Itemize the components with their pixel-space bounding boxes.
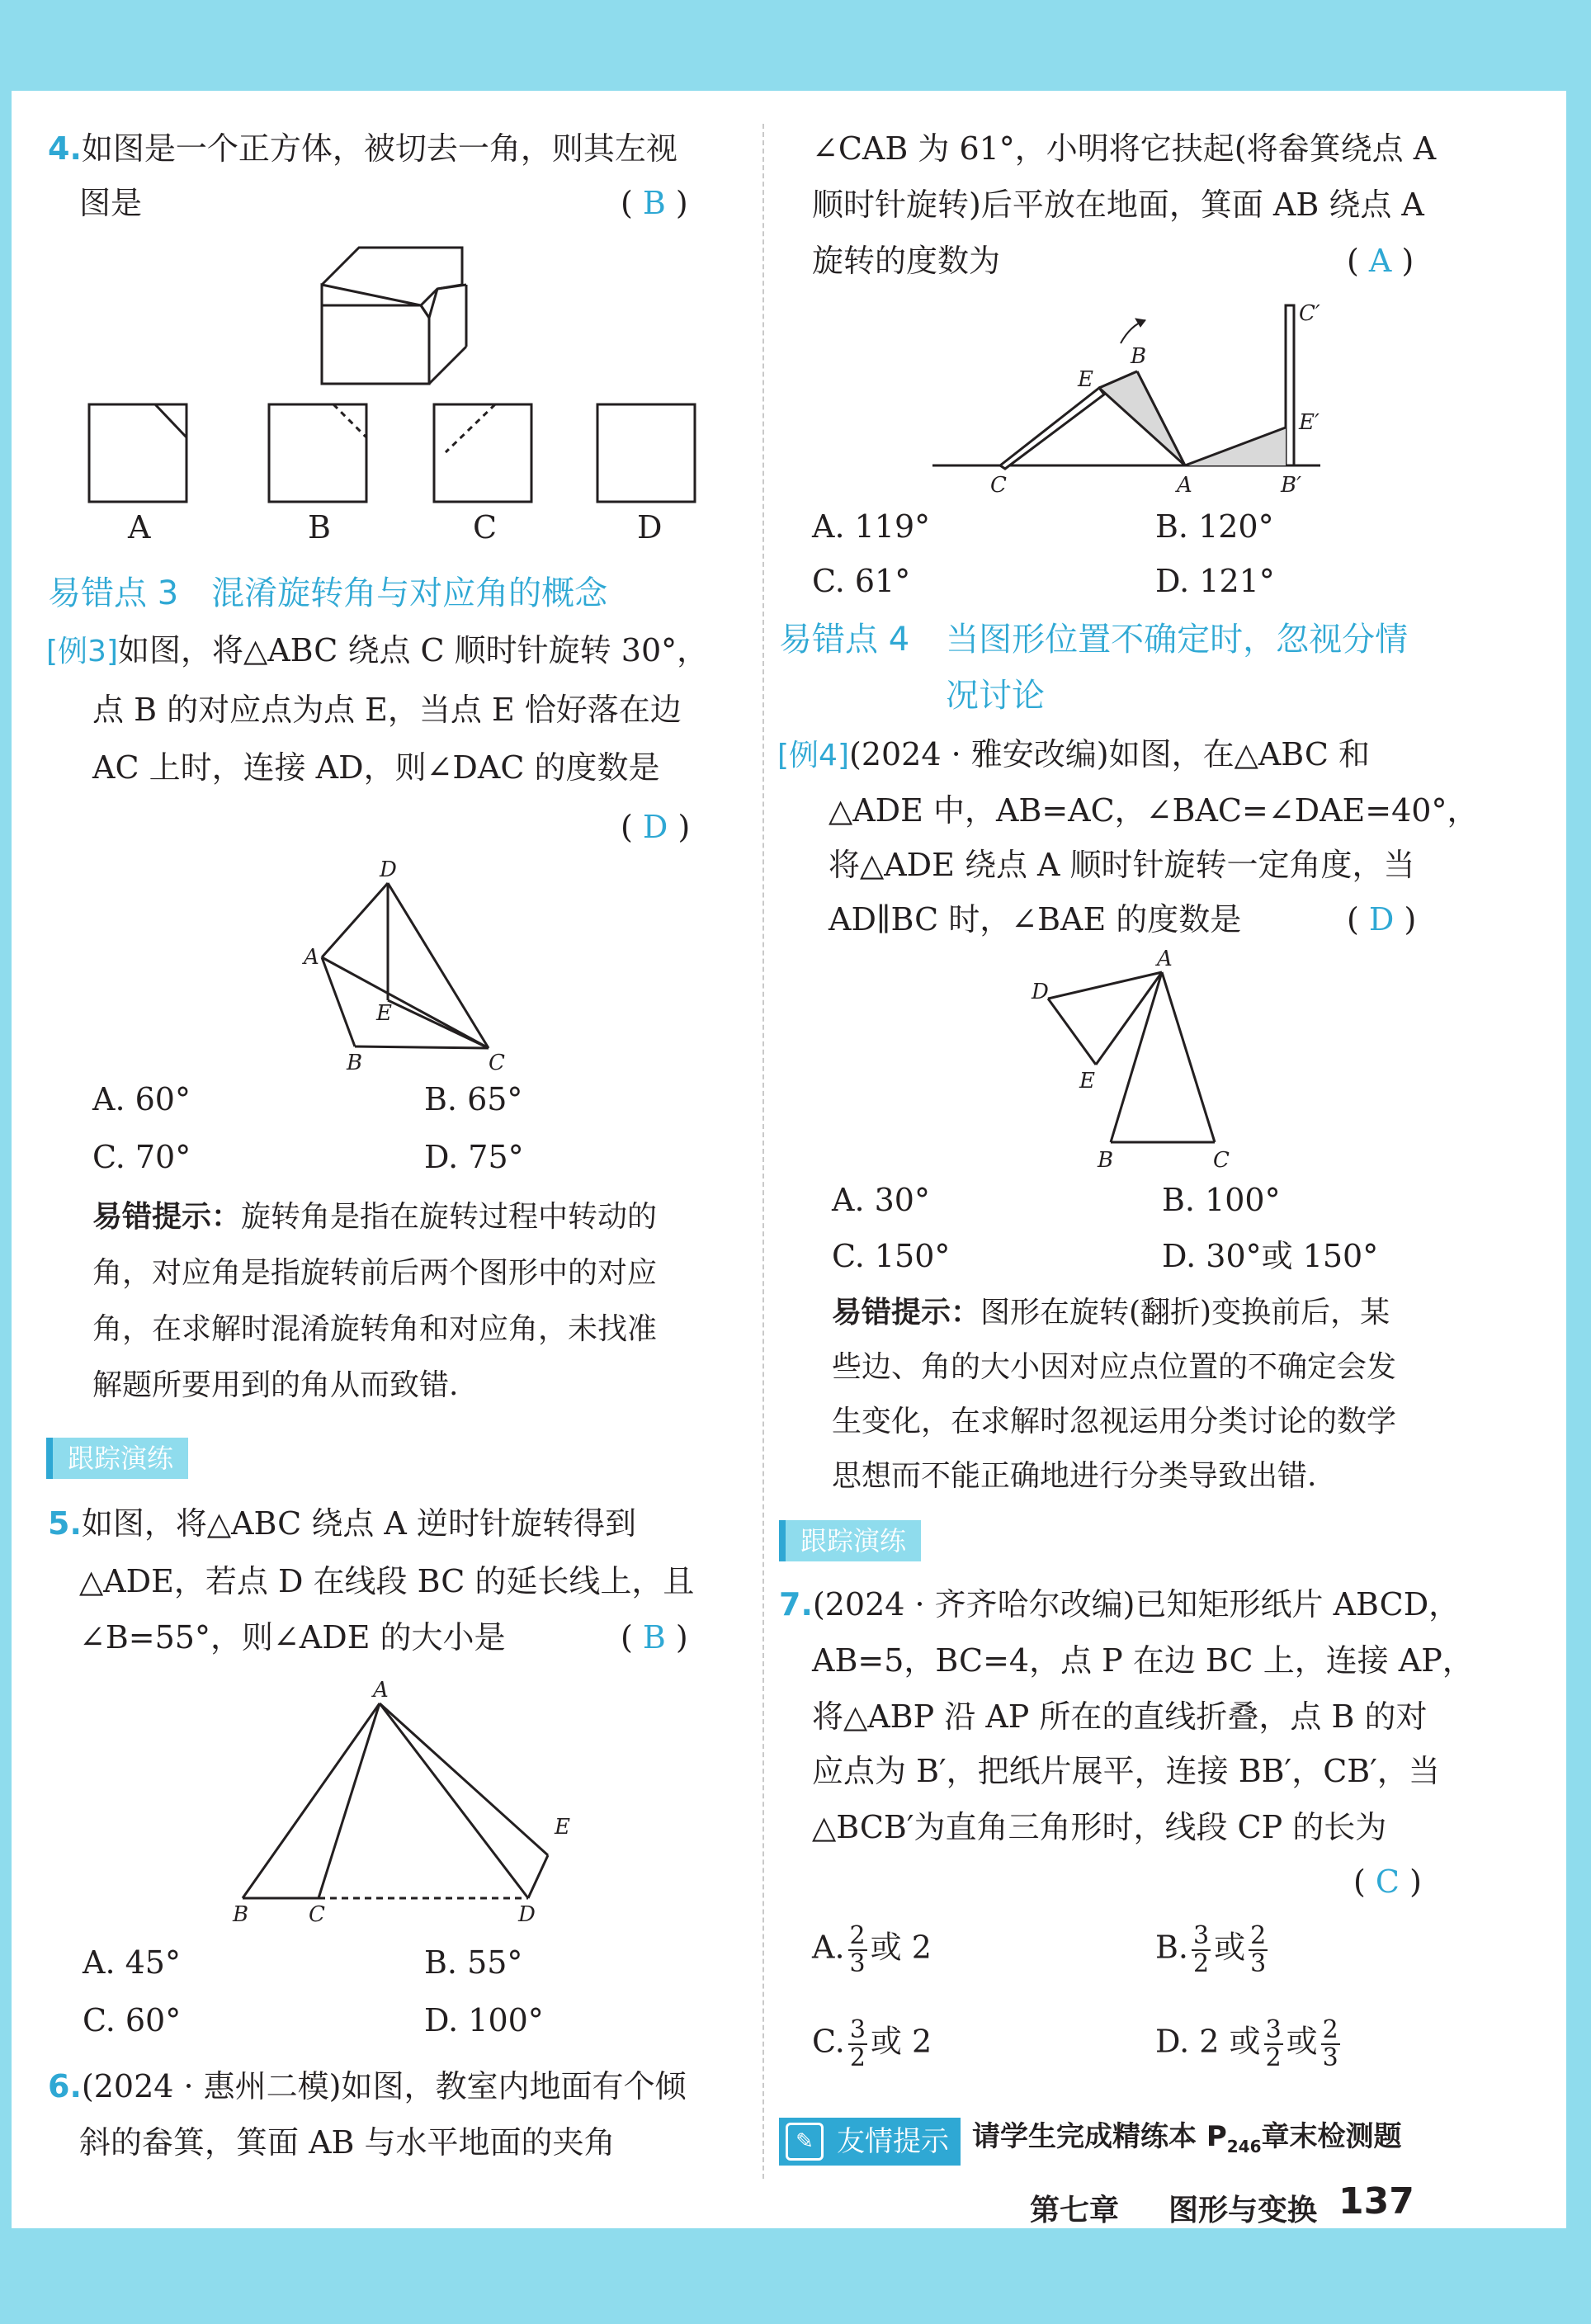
tip3-line4: 解题所要用到的角从而致错. <box>92 1368 459 1402</box>
q4-option-d-square <box>597 404 695 502</box>
err4-label: 易错点 4 <box>779 621 910 659</box>
q6-option-c: C. 61° <box>812 563 911 599</box>
tip3-line2: 角，对应角是指旋转前后两个图形中的对应 <box>92 1256 658 1290</box>
q5-label-b: B <box>233 1902 249 1927</box>
q6-option-a: A. 119° <box>812 508 931 545</box>
q6-label-b: B <box>1131 344 1147 369</box>
q5-label-d: D <box>518 1902 536 1927</box>
tip4-line2: 些边、角的大小因对应点位置的不确定会发 <box>832 1350 1397 1384</box>
q7-option-b-or: 或 <box>1214 1929 1246 1966</box>
tip3-label: 易错提示： <box>92 1200 242 1234</box>
page-frame-bottom <box>0 2228 1591 2324</box>
ex4-label-e: E <box>1079 1069 1095 1094</box>
friendly-note-text-pre: 请学生完成精练本 P <box>972 2120 1227 2153</box>
tip3-text1: 旋转角是指在旋转过程中转动的 <box>241 1200 658 1234</box>
ex3-label-a: A <box>304 945 319 970</box>
q4-line2: 图是 <box>79 185 143 221</box>
q6-option-d: D. 121° <box>1155 563 1275 599</box>
column-divider <box>762 124 764 2179</box>
err4-heading <box>779 619 1408 660</box>
ex3-line2: 点 B 的对应点为点 E，当点 E 恰好落在边 <box>92 692 682 728</box>
q4-option-a-square <box>89 404 186 502</box>
ex4-text1: (2024 · 雅安改编)如图，在△ABC 和 <box>849 736 1371 772</box>
q6-number: 6. <box>48 2068 82 2104</box>
ex4-line3: 将△ADE 绕点 A 顺时针旋转一定角度，当 <box>829 847 1415 883</box>
q6-option-b: B. 120° <box>1155 508 1274 545</box>
ex3-option-a: A. 60° <box>92 1081 191 1117</box>
q6-label-e2: E′ <box>1299 410 1320 435</box>
ex3-label-c: C <box>489 1051 505 1073</box>
q7-number: 7. <box>779 1586 813 1623</box>
q7-option-c <box>812 2017 932 2071</box>
page-frame-left <box>0 0 12 2324</box>
q7-option-d-frac1 <box>1264 2017 1283 2071</box>
q7-option-c-rest: 或 2 <box>870 2023 932 2060</box>
page-frame-right <box>1566 0 1591 2324</box>
tip4-line4: 思想而不能正确地进行分类导致出错. <box>832 1459 1317 1493</box>
q6-label-a: A <box>1177 473 1192 498</box>
tip3-line3: 角，在求解时混淆旋转角和对应角，未找准 <box>92 1312 658 1346</box>
q7-option-a-letter: A. <box>812 1929 845 1966</box>
ex4-figure <box>1023 949 1271 1172</box>
q4-line1 <box>48 129 677 168</box>
q7-option-a-rest: 或 2 <box>870 1929 932 1966</box>
q7-line4: 应点为 B′，把纸片展平，连接 BB′，CB′，当 <box>812 1753 1440 1789</box>
ex3-label-b: B <box>347 1051 363 1073</box>
q5-line1 <box>48 1504 636 1543</box>
ex4-line4: AD∥BC 时，∠BAE 的度数是 <box>829 901 1242 938</box>
ex3-tag: [例3] <box>46 635 118 668</box>
q5-option-c: C. 60° <box>83 2002 182 2038</box>
q7-line1 <box>779 1585 1460 1624</box>
q4-opt-b: B <box>308 509 331 546</box>
q7-option-b-frac1 <box>1192 1923 1211 1977</box>
q7-line5: △BCB′为直角三角形时，线段 CP 的长为 <box>812 1809 1387 1845</box>
q4-text1: 如图是一个正方体，被切去一角，则其左视 <box>81 130 677 167</box>
ex3-line3: AC 上时，连接 AD，则∠DAC 的度数是 <box>92 749 660 786</box>
q5-option-d: D. 100° <box>424 2002 544 2038</box>
q7-option-b-num2: 2 <box>1250 1921 1267 1950</box>
q7-option-d-num1: 3 <box>1265 2015 1282 2044</box>
q6-line5: 旋转的度数为 <box>812 243 1001 279</box>
q5-figure <box>215 1680 594 1928</box>
friendly-note-label: 友情提示 <box>837 2124 949 2158</box>
ex3-figure <box>297 858 528 1073</box>
q4-opt-c: C <box>473 509 498 546</box>
tip3-line1 <box>92 1190 657 1245</box>
q7-option-b-den2: 3 <box>1250 1949 1267 1978</box>
q7-option-b <box>1155 1923 1271 1977</box>
q7-option-b-letter: B. <box>1155 1929 1189 1966</box>
q7-option-d <box>1155 2017 1343 2071</box>
q7-option-b-den1: 2 <box>1193 1949 1210 1978</box>
ex3-label-e: E <box>376 1001 392 1026</box>
q4-answer: B <box>642 185 666 221</box>
q7-option-a-frac <box>848 1923 867 1977</box>
err3-label: 易错点 3 <box>48 574 179 612</box>
ex4-tag: [例4] <box>777 739 849 772</box>
friendly-note-text-post: 章末检测题 <box>1261 2120 1402 2153</box>
q6-label-b2: B′ <box>1281 473 1302 498</box>
q6-answer-slot: ( A ) <box>1347 243 1414 279</box>
q6-label-e: E <box>1078 367 1093 392</box>
ex4-answer: D <box>1368 901 1395 938</box>
tip4-line1 <box>832 1286 1390 1340</box>
friendly-note-text <box>972 2113 1402 2170</box>
q6-figure <box>924 297 1337 503</box>
q5-option-b: B. 55° <box>424 1944 523 1981</box>
q4-option-c-square <box>434 404 531 502</box>
ex3-line1 <box>46 631 708 672</box>
q4-option-b-square <box>269 404 366 502</box>
q7-option-c-den: 2 <box>849 2043 866 2072</box>
q7-option-d-or: 或 <box>1286 2023 1318 2060</box>
tip4-label: 易错提示： <box>832 1296 981 1330</box>
ex3-option-c: C. 70° <box>92 1139 191 1175</box>
q7-option-a-num: 2 <box>849 1921 866 1950</box>
page-number: 137 <box>1338 2180 1414 2222</box>
friendly-note <box>779 2113 1402 2170</box>
ex4-option-c: C. 150° <box>832 1238 951 1274</box>
q7-text1: (2024 · 齐齐哈尔改编)已知矩形纸片 ABCD， <box>812 1586 1461 1623</box>
ex4-label-c: C <box>1213 1148 1230 1172</box>
ex3-label-d: D <box>380 858 397 882</box>
q7-line3: 将△ABP 沿 AP 所在的直线折叠，点 B 的对 <box>812 1698 1428 1735</box>
q4-number: 4. <box>48 130 82 167</box>
q7-option-c-num: 3 <box>849 2015 866 2044</box>
page-frame-top <box>0 0 1591 91</box>
err3-title: 混淆旋转角与对应角的概念 <box>211 574 608 612</box>
q6-line3: ∠CAB 为 61°，小明将它扶起(将畚箕绕点 A <box>812 130 1437 167</box>
q5-number: 5. <box>48 1505 82 1542</box>
ex4-option-b: B. 100° <box>1162 1182 1281 1218</box>
footer-chapter: 第七章 <box>1030 2194 1120 2227</box>
friendly-note-badge <box>779 2118 961 2166</box>
ex4-answer-slot: ( D ) <box>1347 901 1417 938</box>
q6-label-c2: C′ <box>1299 301 1320 326</box>
err4-title2: 况讨论 <box>946 677 1045 715</box>
q6-line2: 斜的畚箕，箕面 AB 与水平地面的夹角 <box>79 2124 616 2161</box>
ex4-line1 <box>777 735 1370 776</box>
q5-label-a: A <box>373 1680 389 1703</box>
q7-option-d-num2: 2 <box>1322 2015 1338 2044</box>
ex4-label-d: D <box>1032 980 1049 1004</box>
q7-option-a <box>812 1923 932 1977</box>
q7-option-c-letter: C. <box>812 2023 845 2060</box>
q7-option-b-frac2 <box>1249 1923 1268 1977</box>
q7-answer: C <box>1375 1863 1400 1900</box>
err3-heading <box>48 573 607 614</box>
ex3-text1: 如图，将△ABC 绕点 C 顺时针旋转 30°， <box>118 632 709 668</box>
q5-answer-slot: ( B ) <box>621 1619 688 1656</box>
ex4-option-a: A. 30° <box>832 1182 930 1218</box>
q5-line3: ∠B=55°，则∠ADE 的大小是 <box>79 1619 506 1656</box>
q7-option-d-den2: 3 <box>1322 2043 1338 2072</box>
q5-answer: B <box>642 1619 666 1656</box>
q7-option-b-num1: 3 <box>1193 1921 1210 1950</box>
q7-option-a-den: 3 <box>849 1949 866 1978</box>
q5-line2: △ADE，若点 D 在线段 BC 的延长线上，且 <box>79 1563 695 1599</box>
track-practice-1: 跟踪演练 <box>46 1438 188 1479</box>
ex4-label-b: B <box>1098 1148 1114 1172</box>
q5-label-e: E <box>555 1815 570 1840</box>
ex3-answer: D <box>642 809 668 845</box>
tip4-text1: 图形在旋转(翻折)变换前后，某 <box>980 1296 1390 1330</box>
q7-option-c-frac <box>848 2017 867 2071</box>
ex4-option-d: D. 30°或 150° <box>1162 1238 1379 1274</box>
ex4-line2: △ADE 中，AB=AC，∠BAC=∠DAE=40°， <box>829 792 1479 829</box>
q6-text1: (2024 · 惠州二模)如图，教室内地面有个倾 <box>81 2068 687 2104</box>
q5-label-c: C <box>309 1902 325 1927</box>
footer-title: 图形与变换 <box>1168 2194 1318 2227</box>
friendly-note-page-sub: 246 <box>1226 2136 1262 2156</box>
q5-text1: 如图，将△ABC 绕点 A 逆时针旋转得到 <box>81 1505 636 1542</box>
q4-cube <box>322 248 466 384</box>
q4-figure <box>50 239 726 553</box>
q6-line1 <box>48 2067 687 2106</box>
q7-line2: AB=5，BC=4，点 P 在边 BC 上，连接 AP， <box>812 1642 1474 1679</box>
ex4-label-a: A <box>1157 949 1173 971</box>
q7-answer-slot: ( C ) <box>1353 1863 1422 1900</box>
pencil-note-icon: ✎ <box>786 2123 824 2161</box>
q7-option-d-pre: 2 或 <box>1199 2023 1261 2060</box>
q4-opt-d: D <box>637 509 663 546</box>
q4-answer-slot: ( B ) <box>621 185 688 221</box>
q4-opt-a: A <box>128 509 151 546</box>
ex3-option-d: D. 75° <box>424 1139 524 1175</box>
q6-line4: 顺时针旋转)后平放在地面，箕面 AB 绕点 A <box>812 187 1424 223</box>
q7-option-d-letter: D. <box>1155 2023 1190 2060</box>
q6-answer: A <box>1368 243 1392 279</box>
ex3-option-b: B. 65° <box>424 1081 523 1117</box>
tip4-line3: 生变化，在求解时忽视运用分类讨论的数学 <box>832 1405 1397 1438</box>
track-practice-2: 跟踪演练 <box>779 1520 921 1561</box>
q7-option-d-frac2 <box>1321 2017 1340 2071</box>
q7-option-d-den1: 2 <box>1265 2043 1282 2072</box>
ex3-answer-slot: ( D ) <box>621 809 691 845</box>
q5-option-a: A. 45° <box>83 1944 181 1981</box>
q6-label-c: C <box>990 473 1007 498</box>
err4-title1: 当图形位置不确定时，忽视分情 <box>946 621 1409 659</box>
